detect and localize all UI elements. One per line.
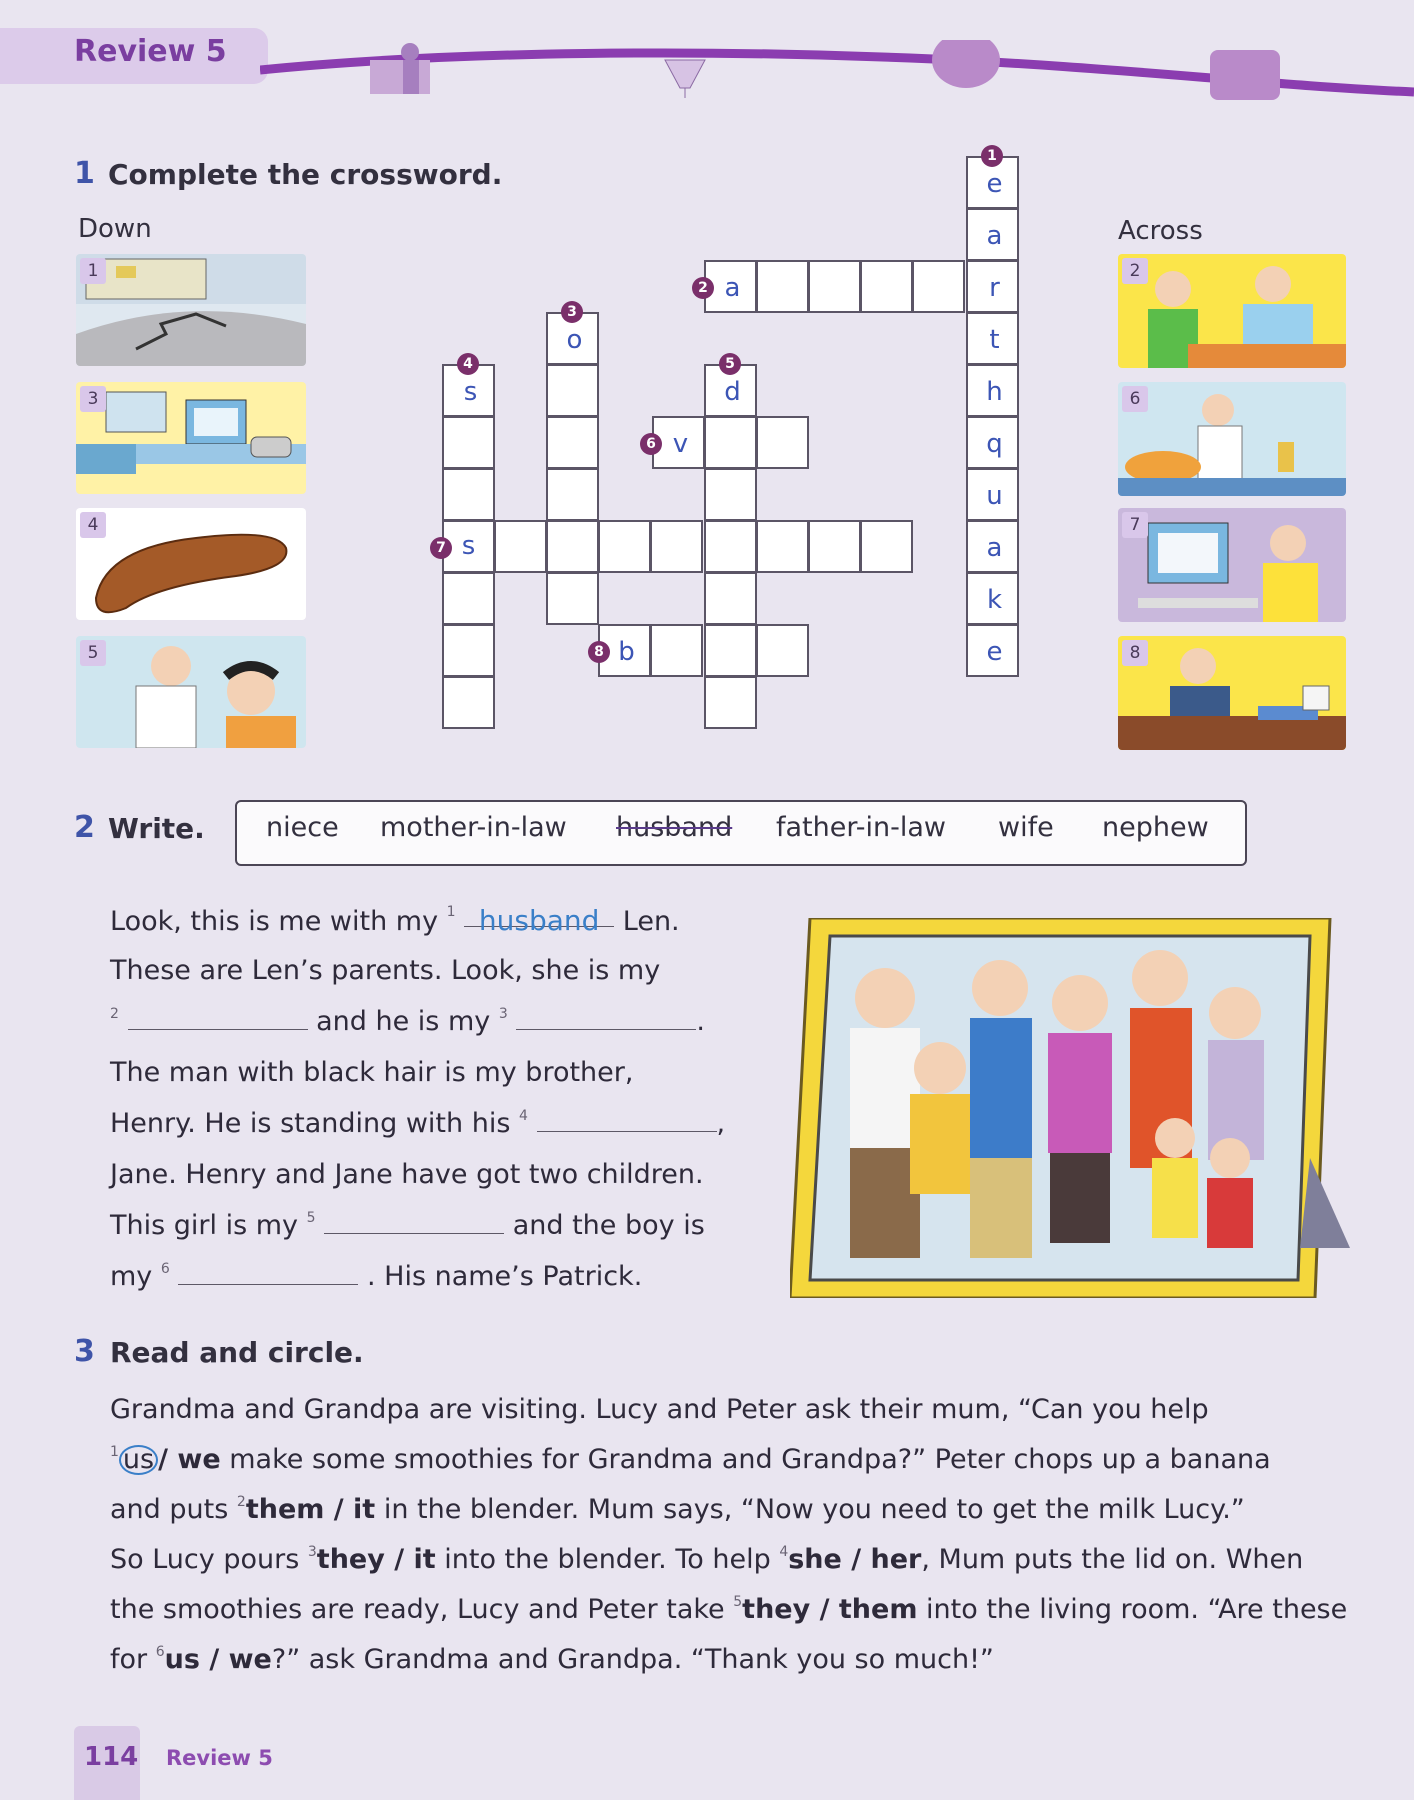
crossword-cell[interactable] [546,364,599,417]
picture-number: 7 [1122,512,1148,538]
text-line [110,1006,705,1037]
cell-letter: d [724,377,741,407]
crossword-cell[interactable] [442,572,495,625]
picture-number: 3 [80,386,106,412]
clue-number-badge: 7 [430,537,452,559]
gap-number: 1 [110,1444,119,1460]
text-line [110,1494,1245,1525]
crossword-cell[interactable] [546,520,599,573]
earthquake-street-picture [76,254,306,366]
crossword-cell[interactable] [966,364,1019,417]
text-line: Grandma and Grandpa are visiting. Lucy and Peter ask their mum, “Can you help [110,1394,1209,1425]
line-text: for [110,1644,148,1675]
section2-instruction: Write. [108,812,205,845]
crossword-cell[interactable] [442,624,495,677]
text-line [110,1444,1271,1475]
cell-letter: e [986,169,1003,199]
section1-instruction: Complete the crossword. [108,158,503,191]
crossword-cell[interactable] [756,624,809,677]
clue-number-badge: 8 [588,641,610,663]
line-text: , Mum puts the lid on. When [921,1544,1304,1575]
crossword-cell[interactable] [808,520,861,573]
text-line: The man with black hair is my brother, [110,1057,634,1088]
crossword-cell[interactable] [442,468,495,521]
circled-answer[interactable]: us [119,1445,158,1475]
section2-number: 2 [74,810,95,845]
word-wife: wife [998,812,1054,843]
cell-letter: r [989,273,1000,303]
line-text: , [716,1108,726,1139]
answer-blank-filled[interactable] [464,904,614,937]
crossword-cell[interactable] [756,416,809,469]
cell-letter: h [986,377,1003,407]
line-text: This girl is my [110,1210,299,1241]
crossword-cell[interactable] [860,520,913,573]
crossword-cell[interactable] [704,572,757,625]
text-line [110,1108,725,1139]
line-text: and the boy is [512,1210,705,1241]
cell-letter: s [463,377,478,407]
line-text: into the blender. To help [444,1544,771,1575]
answer-blank[interactable] [128,1007,308,1030]
crossword-cell[interactable] [650,520,703,573]
dentist-picture [76,636,306,748]
line-text: . His name’s Patrick. [366,1261,643,1292]
crossword-cell[interactable] [650,624,703,677]
office-workers-icon [370,43,430,94]
answer-blank[interactable] [516,1007,696,1030]
clue-number-badge: 6 [640,433,662,455]
crossword-cell[interactable] [494,520,547,573]
gap-number: 6 [155,1644,165,1660]
text-line [110,1261,642,1292]
picture-number: 2 [1122,258,1148,284]
cell-letter: u [986,481,1003,511]
picture-number: 5 [80,640,106,666]
crossword-cell[interactable] [756,520,809,573]
section3-number: 3 [74,1334,95,1369]
cell-letter: q [986,429,1003,459]
text-line [110,1594,1347,1625]
choice-option[interactable]: she / her [788,1544,922,1575]
across-label: Across [1118,216,1203,246]
cell-letter: b [618,637,635,667]
cell-letter: a [724,273,741,303]
gap-number: 3 [307,1544,317,1560]
picture-number: 8 [1122,640,1148,666]
crossword-cell[interactable] [704,468,757,521]
clue-number-badge: 2 [692,277,714,299]
crossword-cell[interactable] [704,416,757,469]
word-husband-crossed: husband [616,812,733,843]
cell-letter: a [986,221,1003,251]
cell-letter: s [461,531,476,561]
gap-number: 2 [110,1006,119,1022]
cell-letter: e [986,637,1003,667]
gap-number: 5 [733,1594,743,1610]
crossword-cell[interactable] [546,572,599,625]
cell-letter: a [986,533,1003,563]
boss-desk-picture [1118,636,1346,750]
crossword-cell[interactable] [966,416,1019,469]
crossword-cell[interactable] [860,260,913,313]
picture-number: 4 [80,512,106,538]
clue-number-badge: 4 [457,353,479,375]
page-number: 114 [84,1742,139,1772]
text-line: Jane. Henry and Jane have got two children. [110,1159,704,1190]
secretary-computer-picture [1118,508,1346,622]
line-text: the smoothies are ready, Lucy and Peter take [110,1594,725,1625]
line-text: Look, this is me with my [110,906,439,937]
crossword-cell[interactable] [966,312,1019,365]
choice-option[interactable]: / we [158,1444,221,1475]
choice-option[interactable]: they / them [742,1594,918,1625]
choice-option[interactable]: they / it [316,1544,436,1575]
clue-number-badge: 1 [981,145,1003,167]
gap-number: 4 [779,1544,789,1560]
text-line [110,904,680,937]
answer-blank[interactable] [324,1211,504,1234]
gap-number: 1 [446,904,456,920]
crossword-cell[interactable] [442,676,495,729]
crossword-cell[interactable] [966,468,1019,521]
cell-letter: k [986,585,1003,615]
line-text: in the blender. Mum says, “Now you need to get the milk Lucy.” [383,1494,1245,1525]
crossword-cell[interactable] [546,468,599,521]
word-father-in-law: father-in-law [776,812,946,843]
gap-number: 6 [160,1261,170,1277]
picture-number: 6 [1122,386,1148,412]
crossword-cell[interactable] [598,520,651,573]
page-title: Review 5 [74,34,227,69]
crossword-cell[interactable] [966,572,1019,625]
gap-number: 4 [519,1108,528,1124]
choice-option[interactable]: them / it [245,1494,376,1525]
text-line [110,1544,1303,1575]
crossword-cell[interactable] [546,416,599,469]
line-text: and puts [110,1494,229,1525]
line-text: Len. [622,906,680,937]
crossword-cell[interactable] [704,624,757,677]
crossword-cell[interactable] [704,676,757,729]
blender-icon [1210,50,1280,100]
word-mother-in-law: mother-in-law [380,812,567,843]
answer-blank[interactable] [537,1109,717,1132]
line-text: and he is my [316,1006,491,1037]
text-line [110,1644,994,1675]
crossword-cell[interactable] [808,260,861,313]
line-text: ?” ask Grandma and Grandpa. “Thank you so much!” [271,1644,994,1675]
crossword-cell[interactable] [966,208,1019,261]
smoothie-glass-icon [665,60,705,98]
header-decoration [260,40,1414,100]
gap-number: 3 [498,1006,508,1022]
crossword-cell[interactable] [966,624,1019,677]
clue-number-badge: 5 [719,353,741,375]
line-text: So Lucy pours [110,1544,300,1575]
cell-letter: v [672,429,689,459]
down-label: Down [78,214,152,244]
crossword-cell[interactable] [704,520,757,573]
section1-number: 1 [74,156,95,191]
vet-cat-picture [1118,382,1346,496]
clue-number-badge: 3 [561,301,583,323]
agent-signing-picture [1118,254,1346,368]
crossword-cell[interactable] [756,260,809,313]
text-line: These are Len’s parents. Look, she is my [110,955,661,986]
crossword-cell[interactable] [442,416,495,469]
answer-blank[interactable] [178,1262,358,1285]
line-text: into the living room. “Are these [926,1594,1348,1625]
crossword-cell[interactable] [912,260,965,313]
cell-letter: o [566,325,583,355]
text-line [110,1210,705,1241]
strawberry-icon [932,40,1000,88]
sausage-picture [76,508,306,620]
family-photo-frame [790,918,1360,1298]
crossword-cell[interactable] [966,520,1019,573]
office-desk-picture [76,382,306,494]
line-text: Henry. He is standing with his [110,1108,511,1139]
word-niece: niece [266,812,339,843]
picture-number: 1 [80,258,106,284]
gap-number: 5 [306,1210,316,1226]
section3-instruction: Read and circle. [110,1336,364,1369]
choice-option[interactable]: us / we [164,1644,272,1675]
line-text: . [696,1006,705,1037]
example-answer: husband [478,904,600,937]
line-text: make some smoothies for Grandma and Grandpa?” Peter chops up a banana [229,1444,1271,1475]
footer-label: Review 5 [166,1746,273,1770]
gap-number: 2 [236,1494,246,1510]
cell-letter: t [989,325,1000,355]
line-text: my [110,1261,153,1292]
word-nephew: nephew [1102,812,1209,843]
crossword-cell[interactable] [966,260,1019,313]
